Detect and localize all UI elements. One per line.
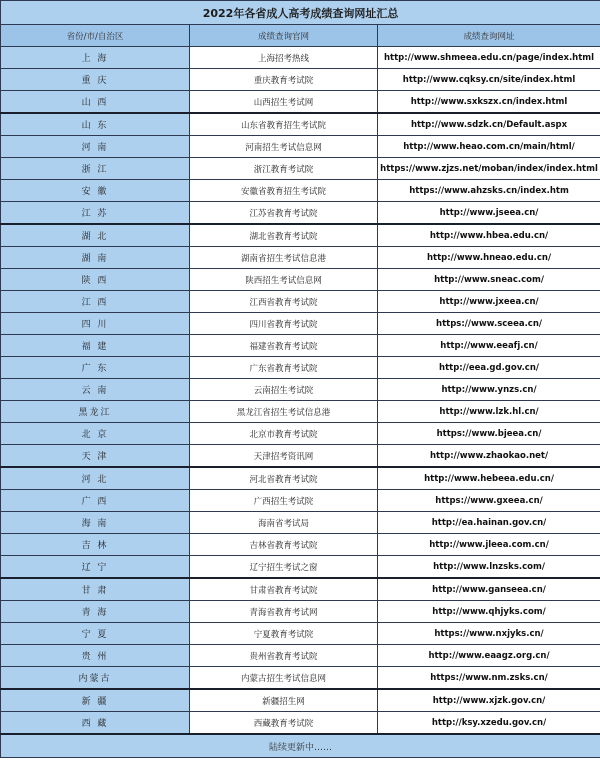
row-17 — [1, 423, 600, 445]
url-cell: http://www.cqksy.cn/site/index.html — [378, 69, 600, 91]
column-header-province: 省份/市/自治区 — [1, 25, 190, 47]
site-name-cell: 河北省教育考试院 — [190, 467, 378, 490]
header-row — [1, 25, 600, 47]
site-name-cell: 河南招生考试信息网 — [190, 136, 378, 158]
province-cell: 山 西 — [1, 91, 190, 114]
row-0 — [1, 47, 600, 69]
url-cell: http://www.ganseea.cn/ — [378, 578, 600, 601]
table-body — [1, 1, 600, 758]
province-cell: 陕 西 — [1, 269, 190, 291]
column-header-site: 成绩查询官网 — [190, 25, 378, 47]
row-1 — [1, 69, 600, 91]
url-cell: http://www.jxeea.cn/ — [378, 291, 600, 313]
row-13 — [1, 335, 600, 357]
site-name-cell: 湖南省招生考试信息港 — [190, 247, 378, 269]
row-12 — [1, 313, 600, 335]
site-name-cell: 黑龙江省招生考试信息港 — [190, 401, 378, 423]
province-cell: 西 藏 — [1, 712, 190, 735]
province-cell: 贵 州 — [1, 645, 190, 667]
url-cell: https://www.gxeea.cn/ — [378, 490, 600, 512]
row-28 — [1, 667, 600, 690]
site-name-cell: 江西省教育考试院 — [190, 291, 378, 313]
url-cell: http://ea.hainan.gov.cn/ — [378, 512, 600, 534]
row-25 — [1, 601, 600, 623]
url-cell: https://www.zjzs.net/moban/index/index.html — [378, 158, 600, 180]
row-24 — [1, 578, 600, 601]
row-3 — [1, 113, 600, 136]
site-name-cell: 陕西招生考试信息网 — [190, 269, 378, 291]
row-2 — [1, 91, 600, 114]
url-cell: http://www.jseea.cn/ — [378, 202, 600, 225]
url-cell: http://www.xjzk.gov.cn/ — [378, 689, 600, 712]
province-cell: 上 海 — [1, 47, 190, 69]
row-29 — [1, 689, 600, 712]
site-name-cell: 宁夏教育考试院 — [190, 623, 378, 645]
row-4 — [1, 136, 600, 158]
province-cell: 海 南 — [1, 512, 190, 534]
province-cell: 云 南 — [1, 379, 190, 401]
site-name-cell: 广东省教育考试院 — [190, 357, 378, 379]
url-cell: http://www.lnzsks.com/ — [378, 556, 600, 579]
site-name-cell: 西藏教育考试院 — [190, 712, 378, 735]
url-cell: http://www.eaagz.org.cn/ — [378, 645, 600, 667]
province-cell: 河 南 — [1, 136, 190, 158]
province-cell: 辽 宁 — [1, 556, 190, 579]
page-title: 2022年各省成人高考成绩查询网址汇总 — [1, 1, 600, 25]
row-16 — [1, 401, 600, 423]
row-6 — [1, 180, 600, 202]
url-cell: http://www.jleea.com.cn/ — [378, 534, 600, 556]
province-cell: 北 京 — [1, 423, 190, 445]
province-cell: 吉 林 — [1, 534, 190, 556]
site-name-cell: 甘肃省教育考试院 — [190, 578, 378, 601]
site-name-cell: 浙江教育考试院 — [190, 158, 378, 180]
province-cell: 湖 南 — [1, 247, 190, 269]
row-14 — [1, 357, 600, 379]
province-cell: 河 北 — [1, 467, 190, 490]
site-name-cell: 山西招生考试网 — [190, 91, 378, 114]
row-26 — [1, 623, 600, 645]
footer-row — [1, 734, 600, 758]
province-cell: 湖 北 — [1, 224, 190, 247]
url-cell: https://www.nxjyks.cn/ — [378, 623, 600, 645]
row-10 — [1, 269, 600, 291]
url-cell: https://www.nm.zsks.cn/ — [378, 667, 600, 690]
row-5 — [1, 158, 600, 180]
site-name-cell: 湖北省教育考试院 — [190, 224, 378, 247]
url-cell: http://www.eeafj.cn/ — [378, 335, 600, 357]
site-name-cell: 海南省考试局 — [190, 512, 378, 534]
url-cell: http://www.heao.com.cn/main/html/ — [378, 136, 600, 158]
site-name-cell: 青海省教育考试网 — [190, 601, 378, 623]
site-name-cell: 山东省教育招生考试院 — [190, 113, 378, 136]
province-cell: 甘 肃 — [1, 578, 190, 601]
site-name-cell: 重庆教育考试院 — [190, 69, 378, 91]
row-19 — [1, 467, 600, 490]
province-cell: 新 疆 — [1, 689, 190, 712]
url-cell: http://ksy.xzedu.gov.cn/ — [378, 712, 600, 735]
row-21 — [1, 512, 600, 534]
site-name-cell: 江苏省教育考试院 — [190, 202, 378, 225]
province-cell: 浙 江 — [1, 158, 190, 180]
url-cell: http://www.ynzs.cn/ — [378, 379, 600, 401]
site-name-cell: 云南招生考试院 — [190, 379, 378, 401]
row-9 — [1, 247, 600, 269]
url-cell: http://www.hneao.edu.cn/ — [378, 247, 600, 269]
province-cell: 青 海 — [1, 601, 190, 623]
site-name-cell: 新疆招生网 — [190, 689, 378, 712]
site-name-cell: 福建省教育考试院 — [190, 335, 378, 357]
row-8 — [1, 224, 600, 247]
row-30 — [1, 712, 600, 735]
province-cell: 宁 夏 — [1, 623, 190, 645]
site-name-cell: 四川省教育考试院 — [190, 313, 378, 335]
url-cell: http://www.shmeea.edu.cn/page/index.html — [378, 47, 600, 69]
site-name-cell: 内蒙古招生考试信息网 — [190, 667, 378, 690]
site-name-cell: 北京市教育考试院 — [190, 423, 378, 445]
url-cell: http://www.sdzk.cn/Default.aspx — [378, 113, 600, 136]
row-22 — [1, 534, 600, 556]
url-cell: http://www.hebeea.edu.cn/ — [378, 467, 600, 490]
province-cell: 广 西 — [1, 490, 190, 512]
url-cell: https://www.sceea.cn/ — [378, 313, 600, 335]
column-header-url: 成绩查询网址 — [378, 25, 600, 47]
site-name-cell: 辽宁招生考试之窗 — [190, 556, 378, 579]
url-cell: https://www.ahzsks.cn/index.htm — [378, 180, 600, 202]
site-name-cell: 天津招考资讯网 — [190, 445, 378, 468]
url-cell: http://www.sxkszx.cn/index.html — [378, 91, 600, 114]
province-cell: 安 徽 — [1, 180, 190, 202]
province-cell: 江 苏 — [1, 202, 190, 225]
province-cell: 广 东 — [1, 357, 190, 379]
url-cell: https://www.bjeea.cn/ — [378, 423, 600, 445]
url-cell: http://www.qhjyks.com/ — [378, 601, 600, 623]
province-cell: 江 西 — [1, 291, 190, 313]
row-27 — [1, 645, 600, 667]
url-cell: http://www.hbea.edu.cn/ — [378, 224, 600, 247]
province-cell: 福 建 — [1, 335, 190, 357]
site-name-cell: 上海招考热线 — [190, 47, 378, 69]
row-20 — [1, 490, 600, 512]
province-cell: 四 川 — [1, 313, 190, 335]
province-cell: 天 津 — [1, 445, 190, 468]
site-name-cell: 吉林省教育考试院 — [190, 534, 378, 556]
row-15 — [1, 379, 600, 401]
url-cell: http://eea.gd.gov.cn/ — [378, 357, 600, 379]
site-name-cell: 安徽省教育招生考试院 — [190, 180, 378, 202]
url-cell: http://www.zhaokao.net/ — [378, 445, 600, 468]
url-cell: http://www.lzk.hl.cn/ — [378, 401, 600, 423]
title-row — [1, 1, 600, 25]
row-18 — [1, 445, 600, 468]
province-cell: 内蒙古 — [1, 667, 190, 690]
province-cell: 重 庆 — [1, 69, 190, 91]
row-7 — [1, 202, 600, 225]
row-23 — [1, 556, 600, 579]
site-name-cell: 广西招生考试院 — [190, 490, 378, 512]
update-note: 陆续更新中…… — [1, 734, 600, 758]
site-name-cell: 贵州省教育考试院 — [190, 645, 378, 667]
row-11 — [1, 291, 600, 313]
province-cell: 黑龙江 — [1, 401, 190, 423]
province-cell: 山 东 — [1, 113, 190, 136]
url-cell: http://www.sneac.com/ — [378, 269, 600, 291]
